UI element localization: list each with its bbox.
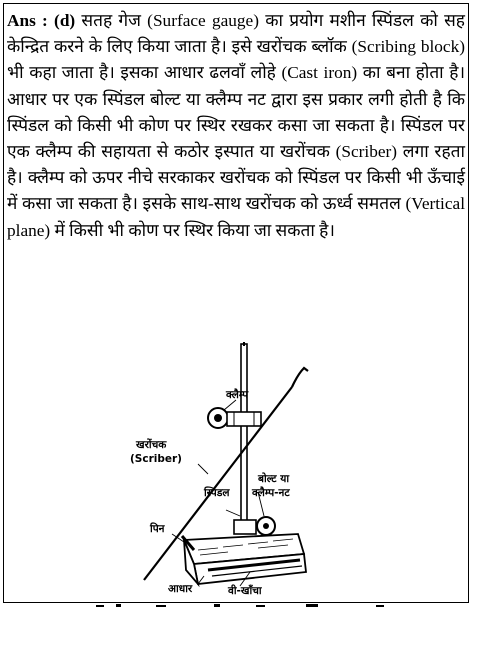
answer-body: सतह गेज (Surface gauge) का प्रयोग मशीन स्पिंडल को सह केन्द्रित करने के लिए किया जाता है। इसे खरोंचक ब्लॉक (Scribing block) भी कहा जाता है। इसका आधार ढलवाँ लोहे (Cast iron) का बना होता है। आधार पर एक स्पिंडल बोल्ट या क्लैम्प नट द्वारा इस प्रकार लगी होती है कि स्पिंडल को किसी भी कोण पर स्थिर रखकर कसा जा सकता है। स्पिंडल पर एक क्लैम्प की सहायता से कठोर इस्पात या खरोंचक (Scriber) लगा रहता है। क्लैम्प को ऊपर नीचे सरकाकर खरोंचक को स्पिंडल पर किसी भी ऊँचाई में कसा जा सकता है। इसके साथ-साथ खरोंचक को ऊर्ध्व समतल (Vertical plane) में किसी भी कोण पर स्थिर किया जा सकता है। (7, 11, 465, 240)
answer-paragraph (7, 8, 465, 244)
clamp-body (227, 412, 261, 426)
label-pin: पिन (150, 523, 165, 535)
label-clamp: क्लैम्प (226, 389, 249, 401)
surface-gauge-figure (128, 340, 338, 602)
label-clamp-nut: क्लैम्प-नट (252, 487, 290, 499)
answer-label: Ans : (d) (7, 11, 76, 30)
spindle-rod (241, 344, 247, 522)
label-v-groove: वी-खाँचा (228, 585, 262, 597)
label-base: आधार (168, 583, 193, 595)
label-spindle: स्पिंडल (204, 487, 230, 499)
label-scriber-hindi: खरोंचक (136, 439, 167, 451)
label-scriber-english: (Scriber) (130, 453, 182, 465)
cut-off-text-fragment (96, 604, 392, 610)
scriber-hook (292, 368, 308, 387)
surface-gauge-drawing (128, 340, 338, 602)
label-bolt: बोल्ट या (258, 473, 290, 485)
